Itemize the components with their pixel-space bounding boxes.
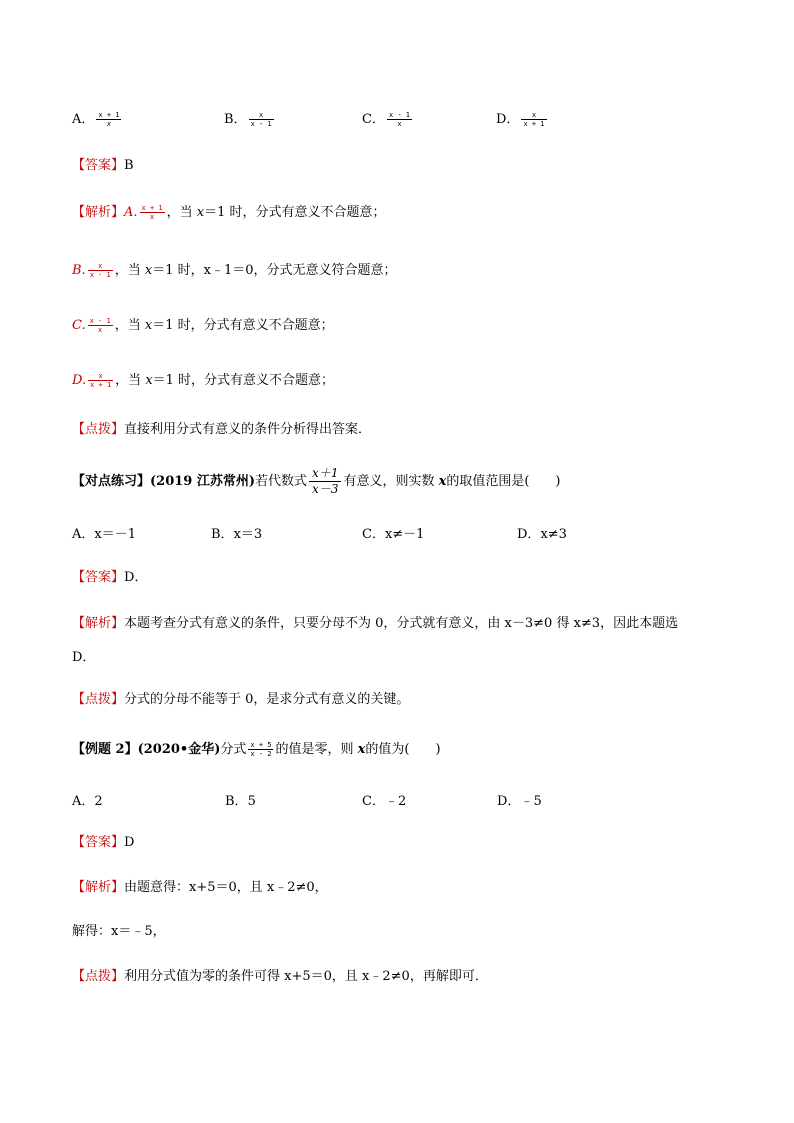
variable: x [145, 373, 153, 388]
question-title-tag: 【例题 2】 [72, 742, 138, 757]
answer-value: B [124, 158, 134, 173]
analysis-text: ，当 [166, 205, 197, 220]
q1-analysis-line-b [72, 262, 397, 280]
fraction-numerator: x - 1 [388, 111, 411, 119]
variable: x [357, 742, 366, 757]
option-label: A． [72, 527, 95, 542]
variable: x [196, 205, 205, 220]
fraction [88, 372, 113, 389]
stem-text: 的值是零，则 [275, 742, 358, 757]
option-label: C． [362, 794, 385, 809]
q2-analysis [72, 615, 678, 633]
fraction-numerator: x - 1 [89, 317, 111, 325]
tip-tag: 【点拨】 [72, 422, 125, 437]
fraction [88, 317, 113, 334]
fraction-denominator: x + 1 [523, 120, 545, 128]
fraction [249, 111, 274, 128]
analysis-tag: 【解析】 [72, 880, 125, 895]
tip-text: 直接利用分式有意义的条件分析得出答案． [124, 422, 372, 437]
fraction-denominator: x + 1 [90, 381, 112, 389]
analysis-text: 本题考查分式有意义的条件，只要分母不为 0，分式就有意义，由 x－3≠0 得 x≠3，因此本题选 [124, 616, 679, 631]
option-text: 5 [247, 794, 256, 809]
stem-text: 若代数式 [255, 474, 308, 489]
fraction [96, 111, 121, 128]
stem-text: 分式 [220, 742, 247, 757]
fraction-denominator: x－3 [312, 482, 339, 496]
q2-option-a [72, 523, 136, 542]
answer-value: D [124, 835, 135, 850]
option-label: D． [497, 794, 521, 809]
option-text: x＝－1 [94, 527, 136, 542]
fraction-denominator: x [149, 213, 155, 221]
q3-option-b [225, 790, 256, 809]
fraction [521, 111, 546, 128]
q3-option-c [362, 790, 406, 809]
q2-option-b [211, 523, 262, 542]
q1-option-a [72, 108, 123, 128]
q1-tip [72, 421, 371, 439]
analysis-text: ＝1 时， [152, 263, 204, 278]
fraction [248, 741, 273, 758]
tip-tag: 【点拨】 [72, 692, 125, 707]
answer-tag: 【答案】 [72, 570, 125, 585]
option-label: C． [362, 527, 385, 542]
q1-option-b [224, 108, 276, 128]
option-label: A． [72, 794, 95, 809]
tip-text: 利用分式值为零的条件可得 x+5＝0，且 x﹣2≠0，再解即可． [124, 969, 488, 984]
analysis-text: ，当 [115, 373, 146, 388]
q2-option-d [517, 523, 567, 542]
q2-answer [72, 569, 147, 587]
option-label: D． [496, 112, 520, 127]
analysis-text: ＝1 时，分式有意义不合题意； [152, 318, 334, 333]
q3-option-a [72, 790, 103, 809]
option-text: x≠3 [540, 527, 567, 542]
q1-answer [72, 157, 134, 175]
analysis-text: D． [72, 650, 96, 665]
analysis-prefix: C. [72, 318, 86, 333]
fraction-numerator: x [521, 111, 546, 120]
analysis-text: 由题意得：x+5＝0，且 x﹣2≠0， [124, 880, 328, 895]
stem-text: 的取值范围是( ) [446, 474, 561, 489]
q2-analysis-continued [72, 646, 95, 665]
fraction-denominator: x - 1 [250, 120, 272, 128]
q1-analysis-line-d [72, 372, 334, 390]
q2-stem [72, 466, 561, 497]
analysis-tag: 【解析】 [72, 205, 125, 220]
q1-option-c [362, 108, 414, 128]
fraction-denominator: x - 1 [89, 271, 111, 279]
q3-option-d [497, 790, 542, 809]
variable: x [438, 474, 447, 489]
q3-tip [72, 968, 488, 986]
fraction [387, 111, 412, 128]
option-label: B． [225, 794, 248, 809]
question-title-tag: 【对点练习】 [72, 474, 151, 489]
fraction-denominator: x - 2 [250, 750, 272, 758]
fraction-numerator: x + 1 [141, 204, 163, 212]
fraction-numerator: x＋1 [309, 466, 341, 482]
variable: x [144, 318, 153, 333]
q3-stem [72, 741, 441, 759]
fraction-numerator: x + 5 [250, 741, 272, 749]
q1-option-d [496, 108, 549, 128]
analysis-text: ，当 [114, 318, 145, 333]
fraction-denominator: x [98, 326, 103, 334]
stem-text: 有意义，则实数 [343, 474, 439, 489]
option-text: 2 [94, 794, 103, 809]
option-label: B． [224, 112, 247, 127]
analysis-prefix: D. [72, 373, 87, 388]
fraction [140, 204, 165, 221]
fraction [309, 466, 341, 497]
answer-tag: 【答案】 [72, 158, 125, 173]
analysis-prefix: B. [72, 263, 86, 278]
analysis-text: ＝1 时，分式有意义不合题意； [204, 205, 386, 220]
analysis-tag: 【解析】 [72, 616, 125, 631]
analysis-text: x﹣1＝0，分式无意义符合题意； [203, 263, 397, 278]
answer-tag: 【答案】 [72, 835, 125, 850]
fraction-numerator: x [88, 262, 113, 271]
q3-analysis [72, 879, 328, 897]
option-text: x＝3 [233, 527, 263, 542]
fraction-denominator: x [106, 120, 112, 128]
analysis-text: ，当 [114, 263, 145, 278]
question-source: (2020•金华) [137, 742, 221, 757]
option-label: B． [211, 527, 234, 542]
fraction [88, 262, 113, 279]
tip-text: 分式的分母不能等于 0，是求分式有意义的关键。 [124, 692, 410, 707]
option-label: A． [72, 112, 95, 127]
stem-text: 的值为( ) [365, 742, 441, 757]
q3-solve [72, 923, 166, 941]
fraction-numerator: x + 1 [98, 111, 120, 119]
tip-tag: 【点拨】 [72, 969, 125, 984]
fraction-numerator: x [88, 372, 113, 381]
q1-analysis-line-c [72, 317, 334, 335]
q2-option-c [362, 523, 424, 542]
variable: x [144, 263, 153, 278]
analysis-prefix: A. [124, 205, 138, 220]
q2-tip [72, 691, 409, 709]
q3-answer [72, 834, 134, 852]
q1-analysis-line-a [72, 204, 386, 222]
fraction-numerator: x [249, 111, 274, 120]
option-text: ﹣2 [384, 794, 407, 809]
option-text: ﹣5 [520, 794, 542, 809]
analysis-text: ＝1 时，分式有意义不合题意； [152, 373, 335, 388]
answer-value: D． [124, 570, 148, 585]
question-source: (2019 江苏常州) [150, 474, 256, 489]
fraction-denominator: x [397, 120, 402, 128]
option-label: C． [362, 112, 385, 127]
option-label: D． [517, 527, 541, 542]
option-text: x≠－1 [384, 527, 425, 542]
solve-text: 解得：x＝﹣5， [72, 924, 166, 939]
